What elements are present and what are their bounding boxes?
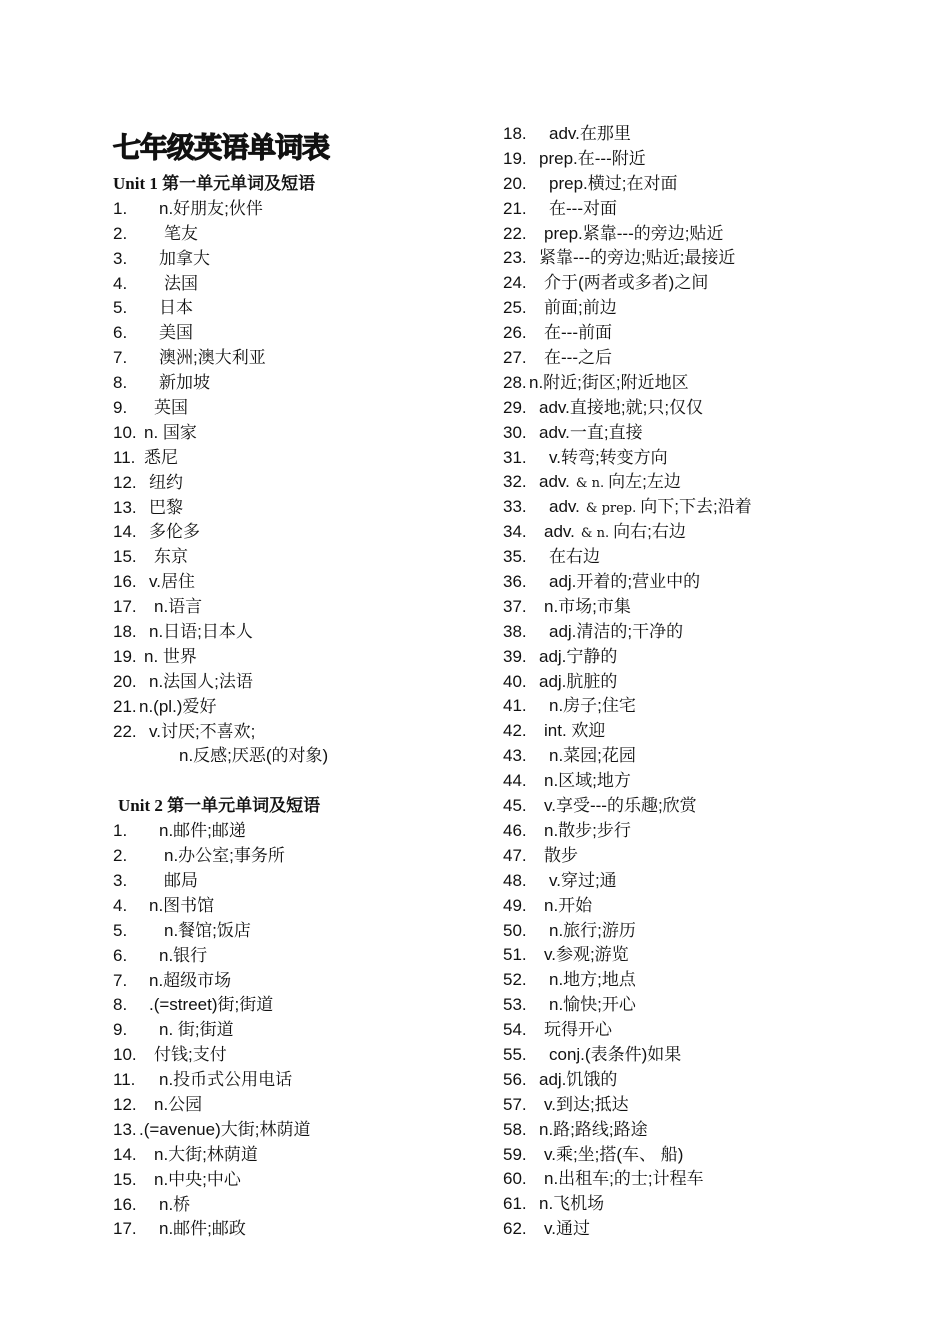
vocab-row [113, 1193, 328, 1218]
vocab-row [113, 346, 328, 371]
vocab-row [113, 247, 328, 272]
vocab-number: 20. [113, 671, 137, 691]
vocab-number: 37. [503, 596, 527, 616]
vocab-number: 1. [113, 198, 128, 218]
vocab-number: 45. [503, 796, 527, 816]
vocab-number: 8. [113, 995, 128, 1015]
vocab-meaning: n.飞机场 [539, 1194, 605, 1214]
vocab-number: 15. [113, 547, 137, 567]
vocab-row [503, 595, 752, 620]
vocab-meaning: adj.肮脏的 [539, 671, 618, 691]
vocab-pos-note: & prep. [585, 501, 637, 517]
vocab-number: 10. [113, 1045, 137, 1065]
vocab-row [113, 620, 328, 645]
vocab-meaning: 前面;前边 [544, 298, 617, 318]
vocab-number: 9. [113, 1020, 128, 1040]
vocab-number: 21. [113, 696, 137, 716]
vocab-number: 14. [113, 1144, 137, 1164]
vocab-row [503, 968, 752, 993]
vocab-number: 47. [503, 845, 527, 865]
vocab-meaning: .(=avenue)大街;林荫道 [139, 1119, 311, 1139]
vocab-number: 15. [113, 1169, 137, 1189]
vocab-number: 35. [503, 547, 527, 567]
vocab-meaning: n.公园 [154, 1094, 203, 1114]
vocab-meaning: 介于(两者或多者)之间 [544, 273, 709, 293]
vocab-meaning: n.附近;街区;附近地区 [529, 372, 689, 392]
vocab-number: 31. [503, 447, 527, 467]
vocab-number: 16. [113, 1194, 137, 1214]
vocab-number: 54. [503, 1020, 527, 1040]
vocab-row [503, 446, 752, 471]
vocab-row [503, 495, 752, 520]
vocab-meaning: n.好朋友;伙伴 [159, 198, 263, 218]
vocab-meaning: n.旅行;游历 [549, 920, 636, 940]
vocab-row [503, 296, 752, 321]
vocab-meaning: 玩得开心 [544, 1020, 612, 1040]
vocab-number: 22. [113, 721, 137, 741]
vocab-meaning: conj.(表条件)如果 [549, 1044, 682, 1064]
vocab-meaning: n.语言 [154, 597, 203, 617]
vocab-number: 40. [503, 671, 527, 691]
right-column [503, 122, 752, 1242]
vocab-number: 20. [503, 173, 527, 193]
vocab-number: 11. [113, 447, 136, 467]
vocab-row [113, 520, 328, 545]
vocab-meaning: 在右边 [549, 547, 600, 567]
vocab-row [113, 969, 328, 994]
vocab-meaning: prep.横过;在对面 [549, 173, 678, 193]
vocab-row [113, 321, 328, 346]
vocab-number: 5. [113, 920, 128, 940]
vocab-row [113, 1143, 328, 1168]
vocab-meaning: n.餐馆;饭店 [164, 920, 251, 940]
vocab-number: 22. [503, 223, 527, 243]
vocab-row [503, 919, 752, 944]
vocab-meaning: 悉尼 [144, 447, 178, 467]
vocab-meaning-rest: 向右;右边 [613, 522, 686, 542]
vocab-number: 28. [503, 372, 527, 392]
vocab-number: 59. [503, 1144, 527, 1164]
vocab-number: 19. [503, 148, 527, 168]
vocab-meaning: n.超级市场 [149, 970, 232, 990]
vocab-row [113, 595, 328, 620]
vocab-meaning: n.愉快;开心 [549, 995, 636, 1015]
vocab-number: 60. [503, 1169, 527, 1189]
vocab-number: 42. [503, 721, 527, 741]
vocab-meaning: 散步 [544, 845, 578, 865]
vocab-meaning: 多伦多 [149, 522, 200, 542]
vocab-meaning: n.办公室;事务所 [164, 846, 285, 866]
vocab-row [503, 470, 752, 495]
vocab-meaning: n.房子;住宅 [549, 696, 636, 716]
vocab-meaning-rest: 向下;下去;沿着 [640, 497, 752, 517]
vocab-meaning: n.区域;地方 [544, 771, 631, 791]
vocab-meaning: v.参观;游览 [544, 945, 629, 965]
vocab-meaning: 日本 [159, 298, 193, 318]
vocab-meaning: v.乘;坐;搭(车、 船) [544, 1144, 684, 1164]
vocab-meaning: 在---对面 [549, 198, 617, 218]
vocab-row [503, 122, 752, 147]
vocab-row [503, 321, 752, 346]
vocab-number: 27. [503, 348, 527, 368]
vocab-number: 12. [113, 472, 137, 492]
vocab-meaning: n. 街;街道 [159, 1020, 234, 1040]
vocab-row [503, 1093, 752, 1118]
vocab-row [113, 670, 328, 695]
unit1-heading: Unit 1 第一单元单词及短语 [113, 174, 316, 193]
vocab-number: 53. [503, 995, 527, 1015]
vocab-row [113, 720, 328, 745]
vocab-number: 44. [503, 771, 527, 791]
vocab-row [113, 695, 328, 720]
vocab-row [503, 222, 752, 247]
vocab-row [113, 1168, 328, 1193]
vocab-meaning: 付钱;支付 [154, 1045, 227, 1065]
vocab-meaning: n.出租车;的士;计程车 [544, 1169, 704, 1189]
vocab-number: 2. [113, 223, 128, 243]
left-column [113, 172, 328, 1242]
vocab-number: 26. [503, 323, 527, 343]
vocab-meaning: int. 欢迎 [544, 721, 606, 741]
vocab-row [113, 1093, 328, 1118]
vocab-row [113, 1018, 328, 1043]
vocab-meaning: n.散步;步行 [544, 820, 631, 840]
vocab-row [503, 794, 752, 819]
vocab-meaning: 巴黎 [149, 497, 183, 517]
vocab-number: 34. [503, 522, 527, 542]
vocab-number: 8. [113, 373, 128, 393]
vocab-row [503, 1143, 752, 1168]
vocab-number: 24. [503, 273, 527, 293]
vocab-number: 12. [113, 1094, 137, 1114]
vocab-row [503, 1018, 752, 1043]
vocab-row [503, 894, 752, 919]
vocab-row [503, 694, 752, 719]
vocab-number: 14. [113, 522, 137, 542]
vocab-number: 36. [503, 572, 527, 592]
vocab-row [503, 246, 752, 271]
vocab-number: 43. [503, 746, 527, 766]
vocab-meaning: n.地方;地点 [549, 970, 636, 990]
vocab-number: 29. [503, 397, 527, 417]
vocab-number: 17. [113, 1219, 137, 1239]
vocab-row [113, 993, 328, 1018]
vocab-meaning: adj.开着的;营业中的 [549, 572, 701, 592]
vocab-row [113, 496, 328, 521]
vocab-meaning: n.反感;厌恶(的对象) [179, 746, 329, 766]
vocab-meaning: 笔友 [164, 223, 198, 243]
vocab-number: 10. [113, 422, 137, 442]
vocab-meaning: n.图书馆 [149, 895, 215, 915]
vocab-number: 62. [503, 1219, 527, 1239]
vocab-row [113, 272, 328, 297]
vocab-meaning: n.邮件;邮递 [159, 821, 246, 841]
vocab-meaning: adv.直接地;就;只;仅仅 [539, 397, 704, 417]
vocab-meaning: 在---之后 [544, 348, 612, 368]
vocab-meaning: v.享受---的乐趣;欣赏 [544, 796, 697, 816]
page-title: 七年级英语单词表 [113, 131, 330, 164]
vocab-meaning: 英国 [154, 398, 188, 418]
vocab-meaning: v.转弯;转变方向 [549, 447, 668, 467]
vocab-meaning: n.(pl.)爱好 [139, 696, 217, 716]
vocab-row [113, 1217, 328, 1242]
vocab-number: 38. [503, 621, 527, 641]
vocab-meaning: v.讨厌;不喜欢; [149, 721, 256, 741]
vocab-number: 16. [113, 572, 137, 592]
vocab-number: 41. [503, 696, 527, 716]
vocab-row [503, 943, 752, 968]
vocab-row [113, 894, 328, 919]
vocab-pos-note: & n. [580, 526, 610, 542]
vocab-row [113, 844, 328, 869]
vocab-meaning: 法国 [164, 273, 198, 293]
vocab-meaning-rest: 向左;左边 [608, 472, 681, 492]
vocab-meaning: n.市场;市集 [544, 596, 631, 616]
vocab-meaning: adv.在那里 [549, 124, 631, 143]
vocab-row [503, 570, 752, 595]
unit2-heading: Unit 2 第一单元单词及短语 [118, 796, 321, 816]
vocab-number: 4. [113, 273, 128, 293]
vocab-row [503, 421, 752, 446]
vocab-number: 58. [503, 1119, 527, 1139]
vocab-row [113, 421, 328, 446]
vocab-number: 18. [503, 124, 527, 143]
vocab-number: 11. [113, 1070, 136, 1090]
vocab-row [503, 819, 752, 844]
vocab-row [503, 869, 752, 894]
vocab-number: 19. [113, 646, 137, 666]
vocab-meaning: n.路;路线;路途 [539, 1119, 648, 1139]
vocab-row [113, 869, 328, 894]
vocab-meaning: n.投币式公用电话 [159, 1070, 293, 1090]
vocab-row [113, 446, 328, 471]
vocab-number: 13. [113, 497, 137, 517]
vocab-number: 17. [113, 597, 137, 617]
vocab-number: 4. [113, 895, 128, 915]
vocab-meaning: n.菜园;花园 [549, 746, 636, 766]
vocab-number: 23. [503, 248, 527, 268]
vocab-meaning: n.日语;日本人 [149, 622, 253, 642]
vocab-number: 56. [503, 1069, 527, 1089]
vocab-row [113, 545, 328, 570]
vocab-row [503, 844, 752, 869]
vocab-meaning: 澳洲;澳大利亚 [159, 348, 266, 368]
vocab-meaning: n.法国人;法语 [149, 671, 253, 691]
vocab-meaning: adv. [539, 472, 570, 492]
vocab-number: 33. [503, 497, 527, 517]
vocab-row [503, 371, 752, 396]
vocab-row [503, 1217, 752, 1242]
vocab-number: 57. [503, 1094, 527, 1114]
vocab-meaning: 新加坡 [159, 373, 210, 393]
vocab-meaning: n.银行 [159, 945, 208, 965]
vocab-row [503, 645, 752, 670]
vocab-row [503, 993, 752, 1018]
vocab-number: 52. [503, 970, 527, 990]
vocab-row [503, 346, 752, 371]
vocab-row [113, 1118, 328, 1143]
vocab-number: 13. [113, 1119, 137, 1139]
vocab-row [503, 620, 752, 645]
vocab-row [113, 819, 328, 844]
vocab-number: 51. [503, 945, 527, 965]
vocab-row [503, 1068, 752, 1093]
vocab-meaning: n. 世界 [144, 646, 197, 666]
vocab-meaning: n.开始 [544, 895, 593, 915]
vocab-row [503, 769, 752, 794]
vocab-meaning: 紧靠---的旁边;贴近;最接近 [539, 248, 736, 268]
vocab-row [503, 1192, 752, 1217]
vocab-row [503, 520, 752, 545]
vocab-number: 49. [503, 895, 527, 915]
vocab-meaning: 在---前面 [544, 323, 612, 343]
vocab-number: 55. [503, 1044, 527, 1064]
vocab-row [113, 1043, 328, 1068]
vocab-number: 1. [113, 821, 128, 841]
vocab-number: 2. [113, 846, 128, 866]
vocab-meaning: v.通过 [544, 1219, 590, 1239]
vocab-number: 9. [113, 398, 128, 418]
vocab-row [503, 670, 752, 695]
vocab-row [113, 296, 328, 321]
vocab-row [113, 944, 328, 969]
vocab-row [503, 197, 752, 222]
vocab-row [113, 744, 328, 769]
vocab-row [113, 371, 328, 396]
vocab-number: 7. [113, 970, 128, 990]
vocab-row [503, 1167, 752, 1192]
vocab-row [503, 271, 752, 296]
vocab-number: 39. [503, 646, 527, 666]
section-spacer [113, 769, 328, 794]
vocab-number: 3. [113, 870, 128, 890]
vocab-number: 25. [503, 298, 527, 318]
vocab-meaning: n.邮件;邮政 [159, 1219, 246, 1239]
vocab-meaning: adv. [549, 497, 580, 517]
vocab-row [503, 1043, 752, 1068]
vocab-number: 21. [503, 198, 527, 218]
vocab-row [503, 172, 752, 197]
vocab-number: 6. [113, 945, 128, 965]
vocab-row [503, 719, 752, 744]
vocab-meaning: prep.在---附近 [539, 148, 646, 168]
vocab-meaning: adj.饥饿的 [539, 1069, 618, 1089]
vocab-meaning: v.到达;抵达 [544, 1094, 629, 1114]
vocab-number: 61. [503, 1194, 527, 1214]
vocab-number: 48. [503, 870, 527, 890]
vocab-number: 50. [503, 920, 527, 940]
vocab-row [113, 1068, 328, 1093]
vocab-meaning: adv. [544, 522, 575, 542]
vocab-meaning: adj.宁静的 [539, 646, 618, 666]
vocab-number: 46. [503, 820, 527, 840]
vocab-number: 5. [113, 298, 128, 318]
vocab-row [113, 570, 328, 595]
vocab-meaning: 加拿大 [159, 248, 210, 268]
vocab-row [503, 396, 752, 421]
vocab-number: 30. [503, 422, 527, 442]
vocab-meaning: n. 国家 [144, 422, 197, 442]
vocab-meaning: prep.紧靠---的旁边;贴近 [544, 223, 724, 243]
vocab-number: 7. [113, 348, 128, 368]
vocab-meaning: adj.清洁的;干净的 [549, 621, 684, 641]
vocab-meaning: .(=street)街;街道 [149, 995, 274, 1015]
vocab-row [113, 197, 328, 222]
vocab-meaning: v.居住 [149, 572, 195, 592]
vocab-row [113, 645, 328, 670]
vocab-meaning: 美国 [159, 323, 193, 343]
vocab-row [113, 222, 328, 247]
vocab-number: 18. [113, 622, 137, 642]
vocab-meaning: adv.一直;直接 [539, 422, 643, 442]
vocab-row [503, 545, 752, 570]
vocab-row [503, 744, 752, 769]
vocab-meaning: 纽约 [149, 472, 183, 492]
vocab-meaning: n.桥 [159, 1194, 191, 1214]
vocab-meaning: n.中央;中心 [154, 1169, 241, 1189]
vocab-number: 6. [113, 323, 128, 343]
vocab-meaning: 东京 [154, 547, 188, 567]
vocab-pos-note: & n. [575, 476, 605, 492]
vocab-meaning: v.穿过;通 [549, 870, 617, 890]
vocab-meaning: n.大街;林荫道 [154, 1144, 258, 1164]
vocab-row [503, 147, 752, 172]
vocab-meaning: 邮局 [164, 870, 198, 890]
vocab-row [113, 471, 328, 496]
vocab-row [503, 1118, 752, 1143]
vocab-row [113, 396, 328, 421]
vocab-number: 32. [503, 472, 527, 492]
vocab-row [113, 919, 328, 944]
vocab-number: 3. [113, 248, 128, 268]
